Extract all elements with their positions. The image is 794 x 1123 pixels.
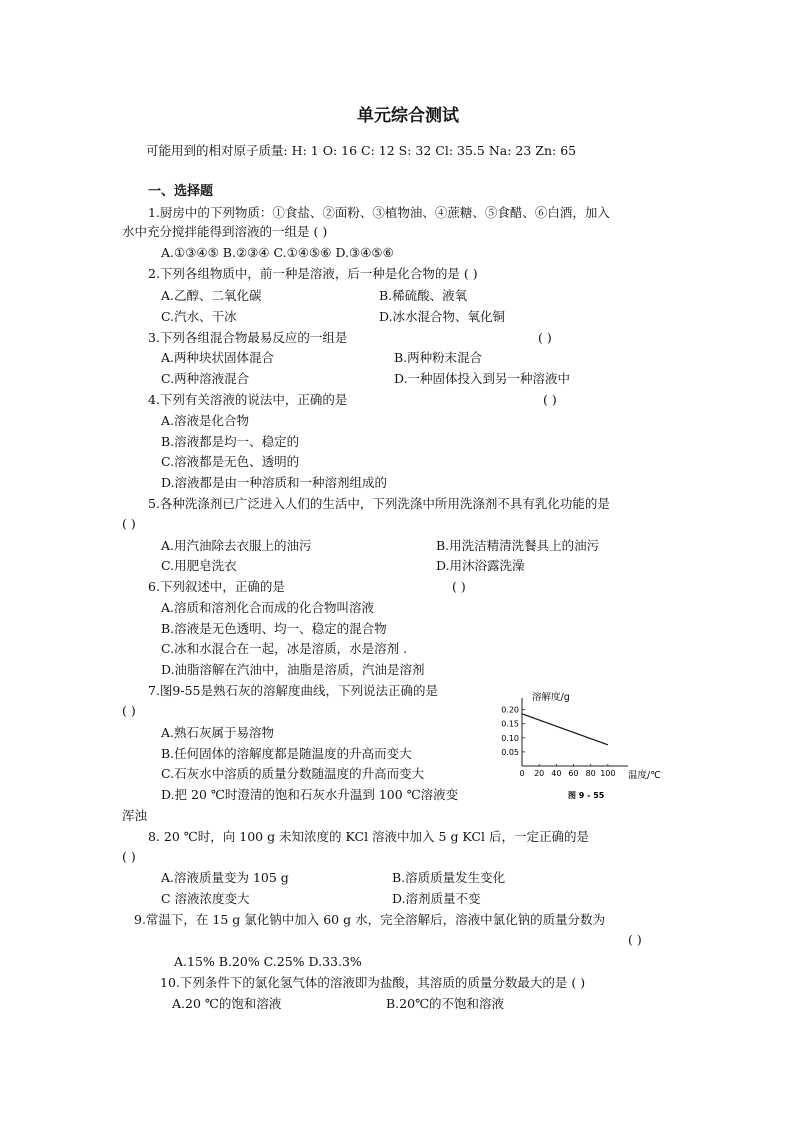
q1-options: A.①③④⑤ B.②③④ C.①④⑤⑥ D.③④⑤⑥ bbox=[161, 245, 394, 260]
q2-option-d: D.冰水混合物、氧化铜 bbox=[379, 309, 506, 324]
chart-caption: 图 9 - 55 bbox=[568, 791, 605, 800]
q4-option-a: A.溶液是化合物 bbox=[161, 413, 250, 428]
q3-stem: 3.下列各组混合物最易反应的一组是 bbox=[148, 330, 348, 345]
q3-option-a: A.两种块状固体混合 bbox=[161, 350, 275, 365]
q7-option-d-cont: 浑浊 bbox=[122, 808, 148, 823]
q6-stem: 6.下列叙述中，正确的是 bbox=[148, 579, 285, 594]
q5-option-a: A.用汽油除去衣服上的油污 bbox=[161, 538, 312, 553]
chart-ylabel: 溶解度/g bbox=[532, 692, 570, 703]
q7-option-d: D.把 20 ℃时澄清的饱和石灰水升温到 100 ℃溶液变 bbox=[161, 787, 459, 802]
q2-stem: 2.下列各组物质中，前一种是溶液，后一种是化合物的是 ( ) bbox=[148, 266, 478, 281]
q6-bracket: ( ) bbox=[452, 579, 466, 594]
q9-bracket: ( ) bbox=[628, 932, 642, 947]
chart-x-tick-label: 60 bbox=[568, 769, 579, 778]
chart-x-tick-label: 20 bbox=[534, 769, 545, 778]
chart-y-tick-label: 0.15 bbox=[501, 719, 519, 729]
q9-stem: 9.常温下，在 15 g 氯化钠中加入 60 g 水，完全溶解后，溶液中氯化钠的质量分数为 bbox=[134, 912, 606, 927]
q8-option-d: D.溶剂质量不变 bbox=[392, 891, 481, 906]
q3-bracket: ( ) bbox=[538, 330, 552, 345]
q2-option-c: C.汽水、干冰 bbox=[161, 309, 237, 324]
q3-option-c: C.两种溶液混合 bbox=[161, 371, 250, 386]
q4-bracket: ( ) bbox=[543, 392, 557, 407]
q7-option-b: B.任何固体的溶解度都是随温度的升高而变大 bbox=[161, 746, 412, 761]
atomic-masses-note: 可能用到的相对原子质量: H: 1 O: 16 C: 12 S: 32 Cl: 35.5 Na: 23 Zn: 65 bbox=[146, 143, 577, 158]
chart-y-tick-label: 0.10 bbox=[501, 733, 519, 743]
q8-option-a: A.溶液质量变为 105 g bbox=[161, 870, 289, 885]
q7-option-a: A.熟石灰属于易溶物 bbox=[161, 725, 275, 740]
section-heading: 一、选择题 bbox=[148, 184, 214, 199]
q2-option-a: A.乙醇、二氧化碳 bbox=[161, 288, 262, 303]
q9-options: A.15% B.20% C.25% D.33.3% bbox=[174, 954, 362, 969]
q8-stem: 8. 20 ℃时，向 100 g 未知浓度的 KCl 溶液中加入 5 g KCl 后，一定正确的是 bbox=[148, 829, 589, 844]
q5-option-b: B.用洗洁精清洗餐具上的油污 bbox=[436, 538, 600, 553]
chart-y-tick-label: 0.20 bbox=[501, 705, 519, 715]
q5-option-d: D.用沐浴露洗澡 bbox=[436, 558, 525, 573]
q10-option-b: B.20℃的不饱和溶液 bbox=[386, 996, 505, 1011]
page-title: 单元综合测试 bbox=[357, 106, 459, 126]
q6-option-c: C.冰和水混合在一起，冰是溶质，水是溶剂 . bbox=[161, 641, 408, 656]
q3-option-d: D.一种固体投入到另一种溶液中 bbox=[394, 371, 571, 386]
q10-option-a: A.20 ℃的饱和溶液 bbox=[172, 996, 282, 1011]
q4-option-d: D.溶液都是由一种溶质和一种溶剂组成的 bbox=[161, 475, 388, 490]
chart-series-line bbox=[522, 714, 608, 745]
q6-option-a: A.溶质和溶剂化合而成的化合物叫溶液 bbox=[161, 600, 375, 615]
q2-option-b: B.稀硫酸、液氧 bbox=[379, 288, 468, 303]
q5-bracket: ( ) bbox=[122, 516, 136, 531]
q8-option-c: C 溶液浓度变大 bbox=[161, 891, 250, 906]
chart-x-tick-label: 100 bbox=[600, 769, 616, 778]
q3-option-b: B.两种粉末混合 bbox=[394, 350, 483, 365]
q8-option-b: B.溶质质量发生变化 bbox=[392, 870, 506, 885]
q4-stem: 4.下列有关溶液的说法中，正确的是 bbox=[148, 392, 348, 407]
q5-stem: 5.各种洗涤剂已广泛进入人们的生活中，下列洗涤中所用洗涤剂不具有乳化功能的是 bbox=[148, 496, 610, 511]
q1-stem-cont: 水中充分搅拌能得到溶液的一组是 ( ) bbox=[122, 224, 328, 239]
q5-option-c: C.用肥皂洗衣 bbox=[161, 558, 237, 573]
q7-bracket: ( ) bbox=[122, 703, 136, 718]
chart-xlabel: 温度/℃ bbox=[628, 770, 660, 781]
chart-x-tick-label: 40 bbox=[551, 769, 562, 778]
q7-stem: 7.图9-55是熟石灰的溶解度曲线，下列说法正确的是 bbox=[148, 683, 439, 698]
q10-stem: 10.下列条件下的氯化氢气体的溶液即为盐酸，其溶质的质量分数最大的是 ( ) bbox=[160, 975, 586, 990]
chart-x-tick-label: 80 bbox=[585, 769, 596, 778]
chart-y-tick-label: 0.05 bbox=[501, 747, 519, 757]
q4-option-c: C.溶液都是无色、透明的 bbox=[161, 454, 300, 469]
solubility-chart bbox=[490, 686, 660, 806]
q7-option-c: C.石灰水中溶质的质量分数随温度的升高而变大 bbox=[161, 766, 425, 781]
q6-option-d: D.油脂溶解在汽油中，油脂是溶质，汽油是溶剂 bbox=[161, 662, 425, 677]
q6-option-b: B.溶液是无色透明、均一、稳定的混合物 bbox=[161, 621, 387, 636]
q1-stem: 1.厨房中的下列物质：①食盐、②面粉、③植物油、④蔗糖、⑤食醋、⑥白酒，加入 bbox=[148, 205, 610, 220]
q8-bracket: ( ) bbox=[122, 849, 136, 864]
q4-option-b: B.溶液都是均一、稳定的 bbox=[161, 434, 300, 449]
chart-x-tick-label: 0 bbox=[519, 769, 525, 778]
